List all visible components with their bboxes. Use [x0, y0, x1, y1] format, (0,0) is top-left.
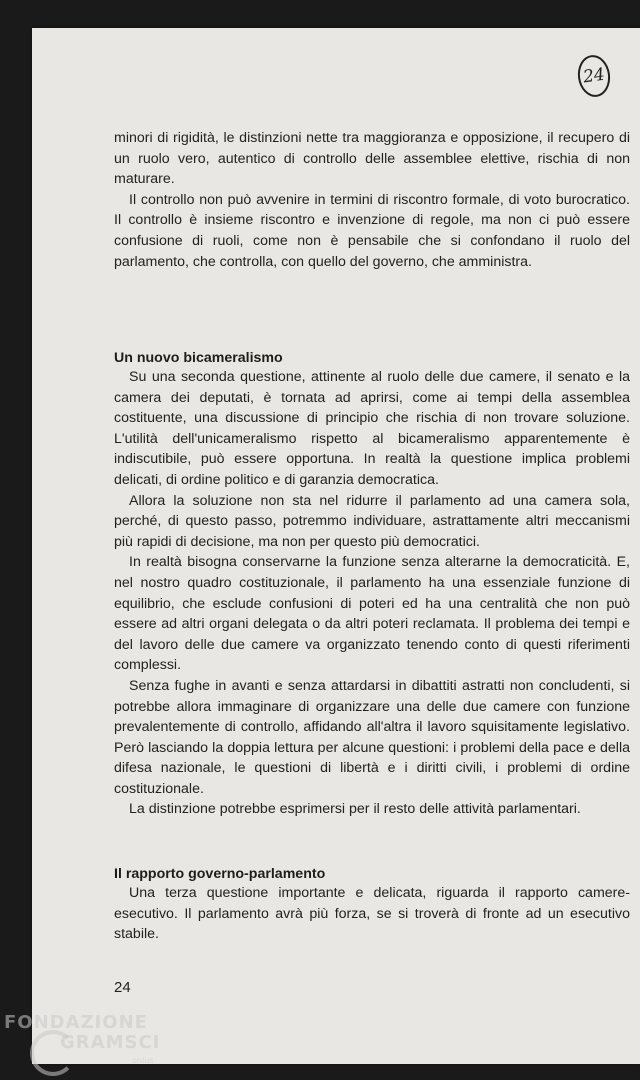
bicameralismo-paragraph-5: La distinzione potrebbe esprimersi per il resto delle attività parlamentari.	[129, 801, 581, 818]
bicameralismo-paragraph-2: Allora la soluzione non sta nel ridurre il parlamento ad una camera sola, perché, di questo passo, potremmo individuare, astrattamente altri meccanismi più rapidi di decisione, ma non per questo più democratici.	[114, 492, 630, 550]
section-heading-governo-parlamento: Il rapporto governo-parlamento	[114, 866, 326, 882]
governo-parlamento-paragraph-1: Una terza questione importante e delicata, riguarda il rapporto camere-esecutivo. Il parlamento avrà più forza, se si troverà di fronte ad un esecutivo stabile.	[114, 885, 630, 943]
bicameralismo-paragraph-3: In realtà bisogna conservarne la funzione senza alterarne la democraticità. E, nel nostro quadro costituzionale, il parlamento ha una essenziale funzione di equilibrio, che esclude confusioni di poteri ed ha una centralità che non può essere ad altri organi delegata o da altri poteri reclamata. Il problema dei tempi e del lavoro delle due camere va organizzato tenendo conto di questi riferimenti complessi.	[114, 554, 630, 674]
bicameralismo-paragraph-4: Senza fughe in avanti e senza attardarsi in dibattiti astratti non concludenti, si potrebbe allora immaginare di organizzare una delle due camere con funzione prevalentemente di controllo, affidando all'altra il lavoro squisitamente legislativo. Però lasciando la doppia lettura per alcune questioni: i problemi della pace e della difesa nazionale, le questioni di libertà e i diritti civili, i problemi di ordine costituzionale.	[114, 677, 630, 797]
page-number: 24	[114, 979, 131, 996]
section-governo-parlamento-body	[114, 883, 630, 945]
section-heading-bicameralismo: Un nuovo bicameralismo	[114, 350, 283, 366]
bicameralismo-paragraph-1: Su una seconda questione, attinente al ruolo delle due camere, il senato e la camera dei deputati, è tornata ad aprirsi, come ai tempi della assemblea costituente, una discussione di principio che rischia di non trovare soluzione. L'utilità dell'unicameralismo rispetto al bicameralismo apparentemente è indiscutibile, può essere opportuna. In realtà la questione implica problemi delicati, di ordine politico e di garanzia democratica.	[114, 369, 630, 488]
intro-text	[114, 128, 630, 272]
handwritten-folio-number: 24	[575, 53, 613, 99]
section-bicameralismo-body	[114, 367, 630, 820]
watermark-line-2: GRAMSCI	[60, 1032, 161, 1053]
fondazione-gramsci-watermark	[4, 1010, 164, 1078]
intro-paragraph-1: minori di rigidità, le distinzioni nette tra maggioranza e opposizione, il recupero di un ruolo vero, autentico di controllo delle assemblee elettive, rischia di non maturare.	[114, 130, 630, 188]
watermark-line-3: onlus	[132, 1056, 154, 1065]
watermark-line-1: FONDAZIONE	[4, 1012, 148, 1033]
intro-paragraph-2: Il controllo non può avvenire in termini di riscontro formale, di voto burocratico. Il controllo è insieme riscontro e invenzione di regole, ma non ci può essere confusione di ruoli, come non è pensabile che si confondano il ruolo del parlamento, che controlla, con quello del governo, che amministra.	[114, 191, 630, 270]
